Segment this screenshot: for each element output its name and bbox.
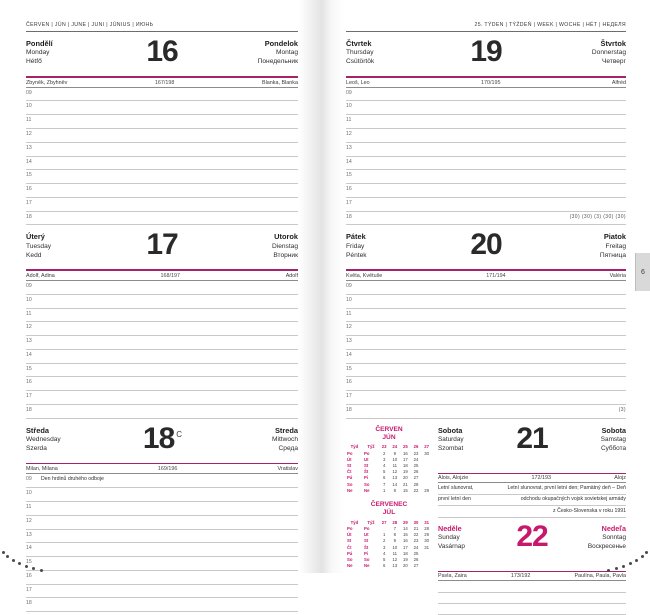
hour-row[interactable]: 17 <box>346 391 626 405</box>
daycount: 171/194 <box>486 273 506 279</box>
hour-row[interactable]: 14 <box>26 543 298 557</box>
mini-cal-row: Pá Pi 6 13 20 27 <box>347 475 419 481</box>
day-names-right: Nedeľa Sonntag Воскресенье <box>587 523 626 550</box>
hour-row[interactable]: 12 <box>26 129 298 143</box>
hour-lines <box>346 88 626 226</box>
mini-cal-row: Ne Ne 1 8 15 22 29 <box>347 487 430 493</box>
hour-row[interactable]: 14 <box>26 157 298 171</box>
daycount: 167/198 <box>154 79 175 86</box>
daycount: 170/195 <box>481 79 501 86</box>
hour-row[interactable]: 17 <box>26 585 298 599</box>
hour-row[interactable]: 10 <box>26 295 298 309</box>
daycount: 168/197 <box>160 273 180 279</box>
hour-row[interactable]: 18 <box>26 405 298 419</box>
hour-row[interactable]: 10 <box>346 295 626 309</box>
mini-calendars <box>346 426 432 615</box>
hour-row[interactable]: 13 <box>346 336 626 350</box>
hour-row[interactable]: 13 <box>26 143 298 157</box>
day-names-right: Piatok Freitag Пятница <box>599 232 626 259</box>
hour-row[interactable]: 10 <box>26 488 298 502</box>
nameday-row <box>346 271 626 281</box>
hour-row[interactable]: 14 <box>26 350 298 364</box>
mini-calendar-june <box>346 426 432 494</box>
nameday-right: Adolf <box>285 273 298 279</box>
mini-cal-row: Po Po 7 14 21 28 <box>347 526 430 532</box>
mini-cal-row: Út Ut 3 10 17 24 <box>347 456 419 462</box>
day-names-right: Štvrtok Donnerstag Четверг <box>591 39 626 66</box>
nameday-right: Vratislav <box>277 466 298 473</box>
mini-cal-row: So So 5 12 19 26 <box>347 557 419 563</box>
day-names-left: Neděle Sunday Vasárnap <box>438 523 465 550</box>
nameday-row <box>26 464 298 474</box>
day-block-thursday <box>346 35 626 225</box>
note-line[interactable] <box>438 581 626 592</box>
weekend-block <box>346 421 626 615</box>
hour-row[interactable]: 17 <box>26 198 298 212</box>
daycount: 172/193 <box>531 475 552 482</box>
day-names-left: Středa Wednesday Szerda <box>26 425 61 453</box>
hour-row[interactable]: 15 <box>346 364 626 378</box>
mini-cal-title-sk: JÚN <box>382 433 396 441</box>
note-line[interactable] <box>438 506 626 517</box>
nameday-left: Alois, Alojzie <box>438 475 469 482</box>
hour-row[interactable]: 16 <box>26 377 298 391</box>
right-page <box>330 0 650 580</box>
hour-row[interactable]: 18 (3) <box>346 405 626 419</box>
nameday-right: Blanka, Blanka <box>262 79 298 86</box>
mini-cal-title-sk: JÚL <box>382 509 396 517</box>
hour-row[interactable]: 12 <box>346 322 626 336</box>
mini-cal-row: Út Ut 1 8 15 22 29 <box>347 532 430 538</box>
hour-row[interactable]: 12 <box>26 322 298 336</box>
day-names-left: Čtvrtek Thursday Csütörtök <box>346 39 375 66</box>
hour-row[interactable]: 10 <box>26 101 298 115</box>
mini-cal-row: Pá Pi 4 11 18 25 <box>347 550 419 556</box>
nameday-right: Alojz <box>614 475 626 482</box>
event-note: Den hrdinů druhého odboje <box>41 476 104 483</box>
nameday-right: Alfréd <box>611 79 626 86</box>
hour-row[interactable]: 11 <box>26 115 298 129</box>
hour-row[interactable]: 11 <box>346 115 626 129</box>
day-names-right: Streda Mittwoch Среда <box>271 425 298 453</box>
note-left: první letní den <box>438 496 471 503</box>
day-number: 22 <box>516 519 548 553</box>
nameday-left: Milan, Milana <box>26 466 58 473</box>
day-number: 21 <box>516 421 548 455</box>
mini-cal-row: St St 4 11 18 25 <box>347 462 419 468</box>
hour-row[interactable]: 18 <box>26 598 298 612</box>
note-left: Letní slunovrat, <box>438 484 474 491</box>
mini-cal-row: Po Po 2 9 16 23 30 <box>347 450 430 456</box>
hour-lines <box>26 88 298 226</box>
note-right: odchodu okupačných vojsk sovietskej armády <box>520 496 626 503</box>
note-line[interactable] <box>438 483 626 494</box>
mini-cal-row: Čt Št 3 10 17 24 31 <box>347 544 430 550</box>
hour-row[interactable]: 14 <box>346 157 626 171</box>
mini-cal-title-cz: ČERVEN <box>375 425 403 433</box>
nameday-left: Pavla, Zaira <box>438 573 467 580</box>
nameday-left: Zbyněk, Zbyhněv <box>26 79 68 86</box>
daycount: 169/196 <box>157 466 178 473</box>
day-names-left: Úterý Tuesday Kedd <box>26 232 52 259</box>
day-names-right: Utorok Dienstag Вторник <box>271 232 298 259</box>
nameday-row <box>26 78 298 88</box>
hour-row[interactable]: 09 Den hrdinů druhého odboje <box>26 474 298 488</box>
mini-cal-title-cz: ČERVENEC <box>370 501 408 509</box>
nameday-row <box>346 78 626 88</box>
day-names-left: Sobota Saturday Szombat <box>438 425 464 452</box>
day-names-right: Pondelok Montag Понедельник <box>257 39 298 66</box>
hour-row[interactable]: 18 (30) (30) (3) (30) (30) <box>346 212 626 226</box>
day-block-tuesday <box>26 228 298 418</box>
nameday-row <box>438 474 626 483</box>
day-names-right: Sobota Samstag Суббота <box>600 425 626 452</box>
day-block-monday <box>26 35 298 225</box>
weekend-days <box>438 421 626 615</box>
day-block-sunday <box>438 519 626 570</box>
hour-row[interactable]: 09 <box>346 281 626 295</box>
daycount: 173/192 <box>510 573 531 580</box>
day-names-left: Pondělí Monday Hétfő <box>26 39 53 66</box>
day-number: 16 <box>146 35 178 68</box>
note-right: z Česko-Slovenska v roku 1991 <box>553 507 626 514</box>
nameday-row <box>438 572 626 581</box>
hour-row[interactable]: 18 <box>26 212 298 226</box>
mini-cal-row: So So 7 14 21 28 <box>347 481 419 487</box>
hour-row[interactable]: 13 <box>26 530 298 544</box>
nameday-right: Valéria <box>609 273 626 279</box>
mini-cal-table: Týd Týž 23 24 25 26 27 Po Po 2 9 16 23 30 Út Ut 3 10 17 24 St St 4 11 18 25 Čt Št 5 12 19 26 Pá Pi 6 13 20 27 So So 7 14 21 28 Ne Ne 1 8 15 22 29 <box>346 444 432 494</box>
hour-row[interactable]: 16 <box>346 377 626 391</box>
mini-calendar-july <box>346 501 432 569</box>
note-line[interactable] <box>438 593 626 604</box>
mini-cal-row: Ne Ne 6 13 20 27 <box>347 563 419 569</box>
day-number: 20 <box>470 228 502 262</box>
day-block-wednesday <box>26 421 298 612</box>
hour-row[interactable]: 13 <box>26 336 298 350</box>
day-names-left: Pátek Friday Péntek <box>346 232 367 259</box>
right-page-header: 25. TÝDEN | TÝŽDEŇ | WEEK | WOCHE | HÉT | НЕДЕЛЯ <box>346 22 626 32</box>
mini-cal-row: St St 2 9 16 23 30 <box>347 538 430 544</box>
left-page-header: ČERVEN | JÚN | JUNE | JUNI | JÚNIUS | ИЮНЬ <box>26 22 298 32</box>
day-number: 19 <box>470 35 502 68</box>
day-number: 17 <box>146 228 178 262</box>
hour-row[interactable]: 17 <box>26 391 298 405</box>
hour-row[interactable]: 10 <box>346 101 626 115</box>
hour-row[interactable]: 12 <box>346 129 626 143</box>
hour-row[interactable]: 15 <box>26 170 298 184</box>
hour-row[interactable]: 16 <box>346 184 626 198</box>
nameday-right: Paulína, Paula, Pavla <box>574 573 626 580</box>
hour-row[interactable]: 14 <box>346 350 626 364</box>
hour-row[interactable]: 11 <box>26 309 298 323</box>
hour-row[interactable]: 16 <box>26 571 298 585</box>
moon-phase-row: (30) (30) (3) (30) (30) <box>569 213 626 220</box>
day-block-friday <box>346 228 626 418</box>
hour-row[interactable]: 11 <box>346 309 626 323</box>
hour-row[interactable]: 15 <box>346 170 626 184</box>
note-line[interactable] <box>438 495 626 506</box>
month-tab-marker[interactable]: 6 <box>635 253 650 291</box>
nameday-left: Leoš, Leo <box>346 79 370 86</box>
moon-phase-row: (3) <box>618 407 626 414</box>
hour-lines <box>26 281 298 419</box>
hour-row[interactable]: 16 <box>26 184 298 198</box>
day-number: 18 $^C$ <box>142 421 182 455</box>
note-right: Letní slunovrat, první letní den; Pamätný deň – Deň <box>507 484 626 491</box>
hour-row[interactable]: 13 <box>346 143 626 157</box>
day-block-saturday <box>438 421 626 472</box>
hour-lines <box>346 281 626 419</box>
left-page <box>0 0 318 607</box>
nameday-row <box>26 271 298 281</box>
hour-lines <box>26 474 298 612</box>
mini-cal-table: Týd Týž 27 28 29 30 31 Po Po 7 14 21 28 Út Ut 1 8 15 22 29 St St 2 9 16 23 30 Čt Št 3 10 17 24 31 Pá Pi 4 11 18 25 So So 5 12 19 26 Ne Ne 6 13 20 27 <box>346 519 432 569</box>
mini-cal-row: Čt Št 5 12 19 26 <box>347 469 419 475</box>
hour-row[interactable]: 15 <box>26 364 298 378</box>
moon-phase-marker: C <box>176 429 182 439</box>
hour-row[interactable]: 15 <box>26 557 298 571</box>
hour-row[interactable]: 17 <box>346 198 626 212</box>
hour-row[interactable]: 09 <box>26 88 298 102</box>
hour-row[interactable]: 12 <box>26 516 298 530</box>
nameday-left: Adolf, Adina <box>26 273 55 279</box>
nameday-left: Květa, Květuše <box>346 273 383 279</box>
hour-row[interactable]: 09 <box>26 281 298 295</box>
hour-row[interactable]: 11 <box>26 502 298 516</box>
hour-row[interactable]: 09 <box>346 88 626 102</box>
note-line[interactable] <box>438 604 626 615</box>
